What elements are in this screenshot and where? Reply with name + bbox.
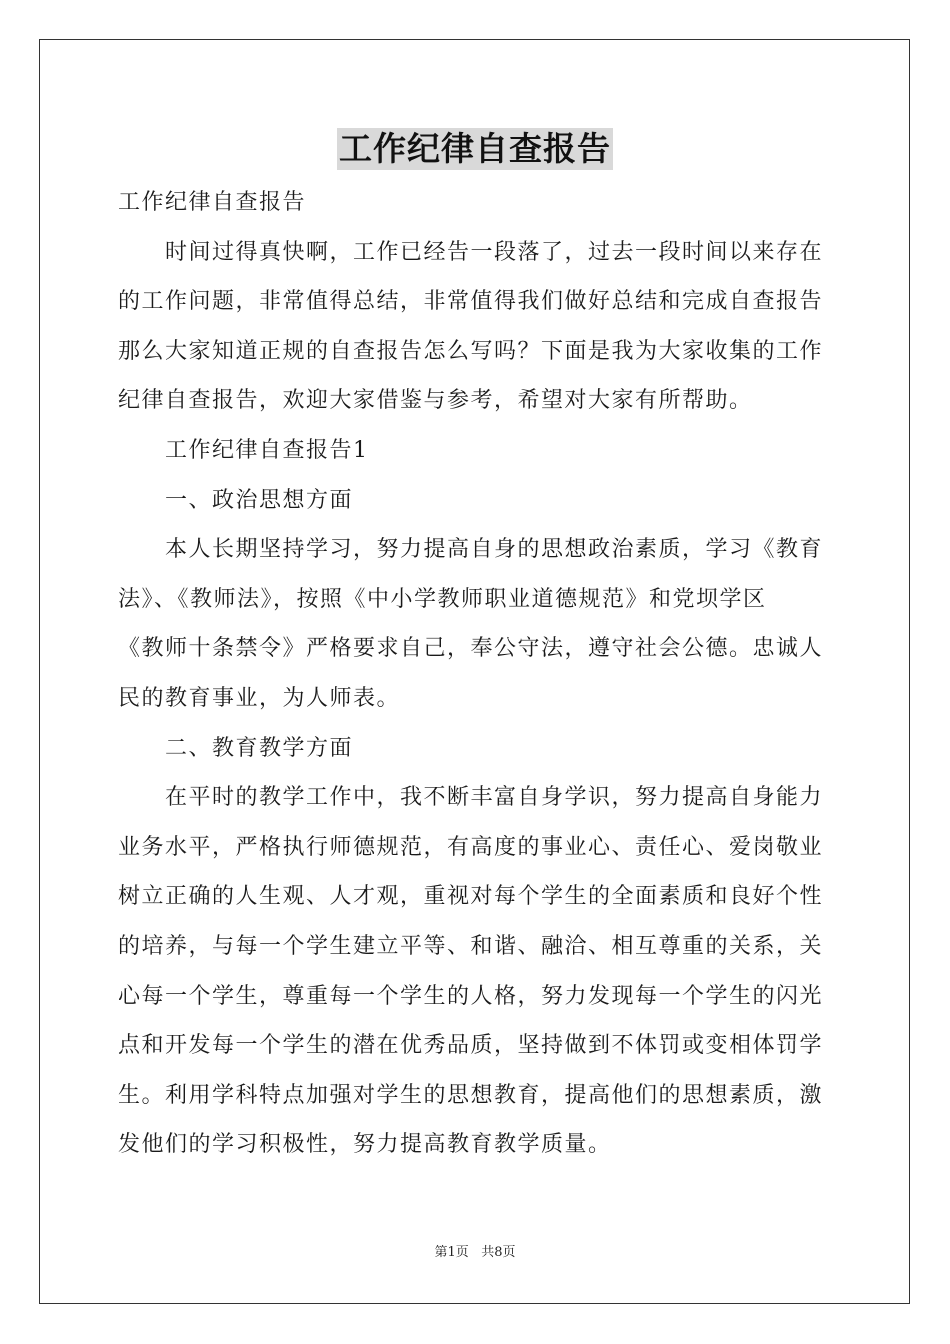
text-line: 生。利用学科特点加强对学生的思想教育，提高他们的思想素质，激 xyxy=(118,1082,824,1108)
text-line: 心每一个学生，尊重每一个学生的人格，努力发现每一个学生的闪光 xyxy=(118,983,824,1009)
text-line: 树立正确的人生观、人才观，重视对每个学生的全面素质和良好个性 xyxy=(118,884,824,910)
text-line: 纪律自查报告，欢迎大家借鉴与参考，希望对大家有所帮助。 xyxy=(118,388,753,414)
document-body xyxy=(118,178,834,1170)
text-line: 一、政治思想方面 xyxy=(165,487,354,513)
page-footer xyxy=(0,1244,950,1262)
text-line: 的培养，与每一个学生建立平等、和谐、融洽、相互尊重的关系，关 xyxy=(118,933,824,959)
text-line: 在平时的教学工作中，我不断丰富自身学识，努力提高自身能力 xyxy=(165,785,824,811)
text-line: 那么大家知道正规的自查报告怎么写吗？下面是我为大家收集的工作 xyxy=(118,338,824,364)
text-line: 的工作问题，非常值得总结，非常值得我们做好总结和完成自查报告 xyxy=(118,289,824,315)
text-line: 《教师十条禁令》严格要求自己，奉公守法，遵守社会公德。忠诚人 xyxy=(118,636,824,662)
text-line: 二、教育教学方面 xyxy=(165,735,354,761)
page-total: 共8页 xyxy=(481,1245,516,1260)
text-line: 民的教育事业，为人师表。 xyxy=(118,685,401,711)
page-number: 第1页 xyxy=(434,1245,469,1260)
text-line: 发他们的学习积极性，努力提高教育教学质量。 xyxy=(118,1132,612,1158)
text-line: 工作纪律自查报告 xyxy=(118,190,307,215)
text-line: 工作纪律自查报告1 xyxy=(165,437,369,463)
text-line: 时间过得真快啊，工作已经告一段落了，过去一段时间以来存在 xyxy=(165,239,824,265)
text-line: 业务水平，严格执行师德规范，有高度的事业心、责任心、爱岗敬业 xyxy=(118,834,824,860)
text-line: 本人长期坚持学习，努力提高自身的思想政治素质，学习《教育 xyxy=(165,537,824,563)
document-title: 工作纪律自查报告 xyxy=(339,129,611,168)
text-line: 点和开发每一个学生的潜在优秀品质，坚持做到不体罚或变相体罚学 xyxy=(118,1033,824,1059)
text-line: 法》、《教师法》，按照《中小学教师职业道德规范》和党坝学区 xyxy=(118,586,767,612)
title-area xyxy=(0,128,950,170)
